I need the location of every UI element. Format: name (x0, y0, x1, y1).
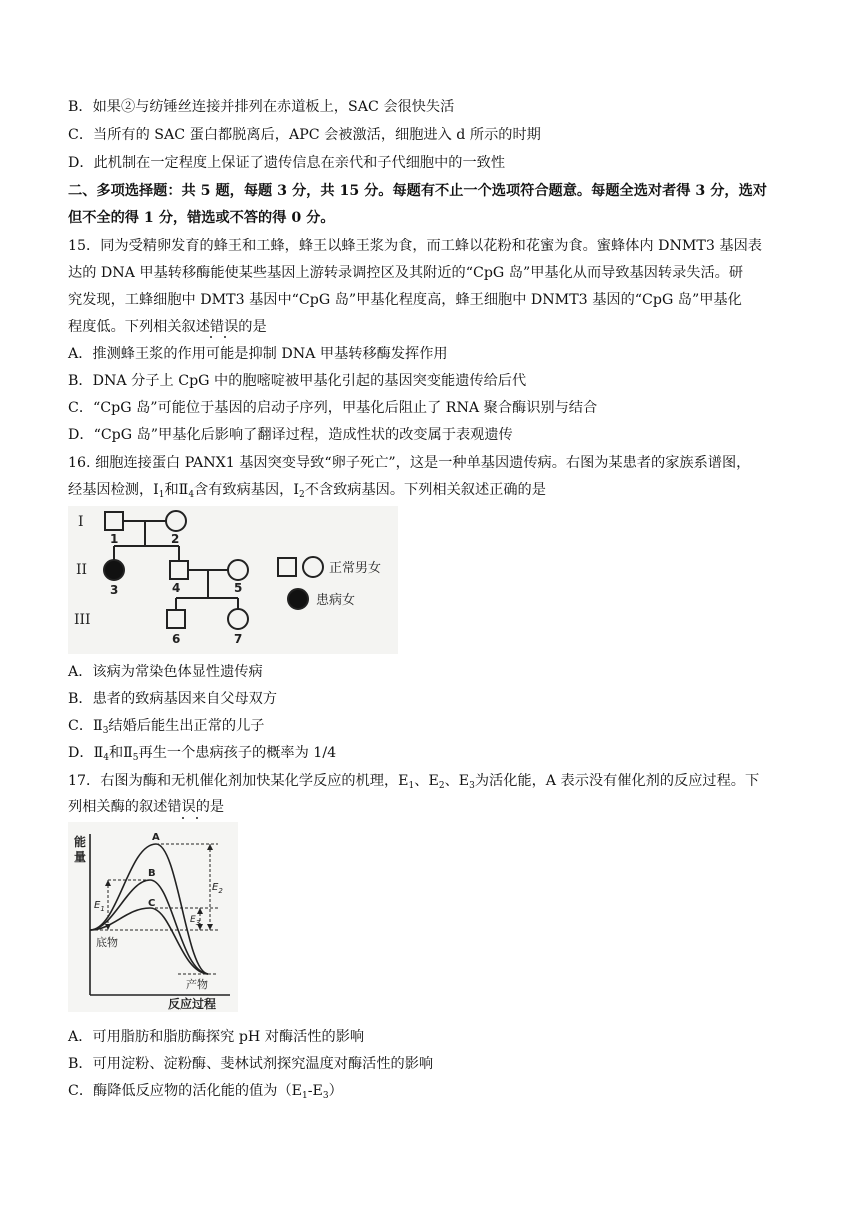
product-label: 产物 (186, 978, 208, 991)
q16-option-d: D．$Ⅱ_4$和$Ⅱ_5$再生一个患病孩子的概率为 1/4 (68, 745, 337, 763)
e1-label: $E_1$ (94, 900, 105, 913)
generation-label-2: II (76, 562, 88, 578)
q15-option-d: D．“CpG 岛”甲基化后影响了翻译过程，造成性状的改变属于表观遗传 (68, 427, 513, 443)
section2-instructions-2: 但不全的得 1 分，错选或不答的得 0 分。 (68, 210, 335, 226)
q16-option-c: C．$Ⅱ_3$结婚后能生出正常的儿子 (68, 718, 265, 736)
curve-A-label: A (152, 832, 160, 843)
emphasis-dot (196, 817, 198, 819)
label-5: 5 (234, 581, 243, 595)
pedigree-diagram (68, 506, 398, 654)
q15-stem-4: 程度低。下列相关叙述错误的是 (68, 319, 267, 335)
label-2: 2 (171, 532, 180, 546)
q15-stem-1: 15．同为受精卵发育的蜂王和工蜂，蜂王以蜂王浆为食，而工蜂以花粉和花蜜为食。蜜蜂体内 DNMT3 基因表 (68, 238, 762, 254)
section2-instructions-1: 二、多项选择题：共 5 题，每题 3 分，共 15 分。每题有不止一个选项符合题意。每题全选对者得 3 分，选对 (68, 183, 767, 199)
emphasis-dot (224, 336, 226, 338)
q16-stem-1: 16. 细胞连接蛋白 PANX1 基因突变导致“卵子死亡”，这是一种单基因遗传病。右图为某患者的家族系谱图， (68, 455, 751, 471)
label-3: 3 (110, 583, 119, 597)
label-6: 6 (172, 632, 181, 646)
q15-stem-2: 达的 DNA 甲基转移酶能使某些基因上游转录调控区及其附近的“CpG 岛”甲基化从而导致基因转录失活。研 (68, 265, 744, 281)
legend-affected-female-icon (288, 589, 308, 609)
q16-option-b: B．患者的致病基因来自父母双方 (68, 691, 278, 707)
substrate-label: 底物 (96, 936, 118, 949)
q15-option-b: B．DNA 分子上 CpG 中的胞嘧啶被甲基化引起的基因突变能遗传给后代 (68, 373, 527, 389)
y-axis-label-2: 量 (74, 850, 87, 864)
y-axis-label-1: 能 (74, 835, 87, 849)
x-axis-label: 反应过程 (168, 997, 217, 1011)
label-4: 4 (172, 581, 181, 595)
q17-option-b: B．可用淀粉、淀粉酶、斐林试剂探究温度对酶活性的影响 (68, 1056, 434, 1072)
q16-stem-2: 经基因检测，$Ⅰ_1$和$Ⅱ_4$含有致病基因，$Ⅰ_2$不含致病基因。下列相关叙述正确的是 (68, 482, 546, 500)
q16-option-a: A．该病为常染色体显性遗传病 (68, 664, 263, 680)
individual-II3-affected-female (104, 560, 124, 580)
legend-normal-label: 正常男女 (329, 561, 382, 576)
q14-option-b: B．如果②与纺锤丝连接并排列在赤道板上，SAC 会很快失活 (68, 99, 455, 115)
emphasis-dot (182, 817, 184, 819)
energy-diagram (68, 822, 238, 1012)
legend-affected-label: 患病女 (316, 593, 356, 608)
generation-label-3: III (74, 612, 91, 628)
q17-option-c: C．酶降低反应物的活化能的值为$(E_1-E_3)$ (68, 1083, 343, 1101)
generation-label-1: I (78, 514, 84, 530)
e2-label: $E_2$ (212, 882, 223, 895)
q17-option-a: A．可用脂肪和脂肪酶探究 pH 对酶活性的影响 (68, 1029, 365, 1045)
label-1: 1 (110, 532, 119, 546)
q14-option-c: C．当所有的 SAC 蛋白都脱离后，APC 会被激活，细胞进入 d 所示的时期 (68, 127, 541, 143)
q17-stem-2: 列相关酶的叙述错误的是 (68, 799, 225, 815)
q14-option-d: D．此机制在一定程度上保证了遗传信息在亲代和子代细胞中的一致性 (68, 155, 506, 171)
emphasis-dot (210, 336, 212, 338)
q15-option-a: A．推测蜂王浆的作用可能是抑制 DNA 甲基转移酶发挥作用 (68, 346, 448, 362)
e3-label: $E_3$ (190, 915, 201, 927)
curve-C-label: C (148, 898, 156, 909)
q15-stem-3: 究发现，工蜂细胞中 DMT3 基因中“CpG 岛”甲基化程度高，蜂王细胞中 DNMT3 基因的“CpG 岛”甲基化 (68, 292, 742, 308)
q15-option-c: C．“CpG 岛”可能位于基因的启动子序列，甲基化后阻止了 RNA 聚合酶识别与结合 (68, 400, 598, 416)
q17-stem-1: 17．右图为酶和无机催化剂加快某化学反应的机理，$E_1$、$E_2$、$E_3$为活化能，A 表示没有催化剂的反应过程。下 (68, 773, 760, 791)
curve-B-label: B (148, 868, 156, 879)
label-7: 7 (234, 632, 243, 646)
